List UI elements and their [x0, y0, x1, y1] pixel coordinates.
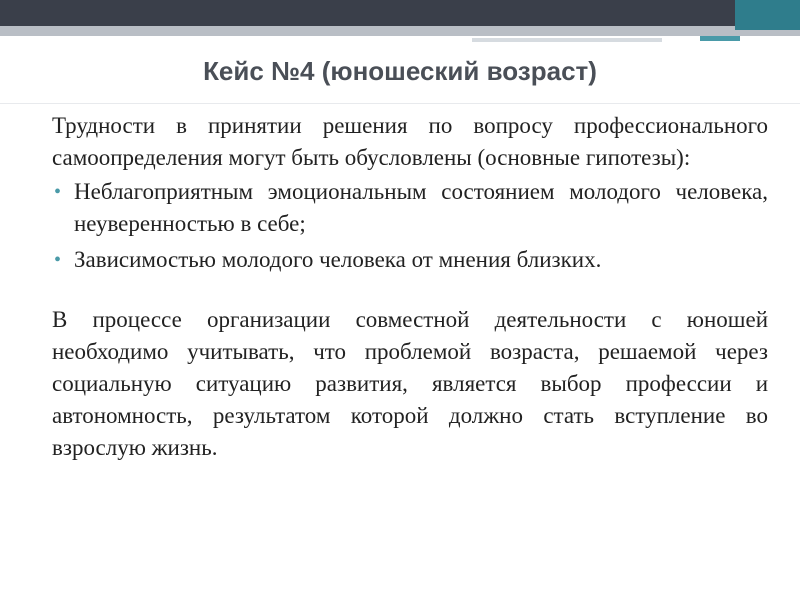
- header-bar: [0, 0, 800, 26]
- slide-title: Кейс №4 (юношеский возраст): [203, 56, 597, 86]
- hypotheses-list: [52, 176, 768, 276]
- list-item: [52, 176, 768, 240]
- bullet-icon: •: [54, 249, 62, 271]
- header-stripe: [0, 26, 800, 36]
- slide-body: [52, 110, 768, 464]
- header-accent-line: [700, 36, 740, 41]
- intro-paragraph: Трудности в принятии решения по вопросу профессионального самоопределения могут быть обусловлены (основные гипотезы):: [52, 113, 768, 170]
- bullet-icon: •: [54, 181, 62, 203]
- header-accent-light: [472, 38, 662, 42]
- header-accent-block: [735, 0, 800, 30]
- list-item-text: Неблагоприятным эмоциональным состоянием молодого человека, неуверенностью в себе;: [74, 179, 768, 236]
- list-item-text: Зависимостью молодого человека от мнения близких.: [74, 247, 602, 272]
- conclusion-paragraph: В процессе организации совместной деятельности с юношей необходимо учитывать, что проблемой возраста, решаемой через социальную ситуацию развития, является выбор профессии и автономность, результатом которой должно стать вступление во взрослую жизнь.: [52, 307, 768, 460]
- title-divider: [0, 103, 800, 104]
- list-item: [52, 244, 768, 276]
